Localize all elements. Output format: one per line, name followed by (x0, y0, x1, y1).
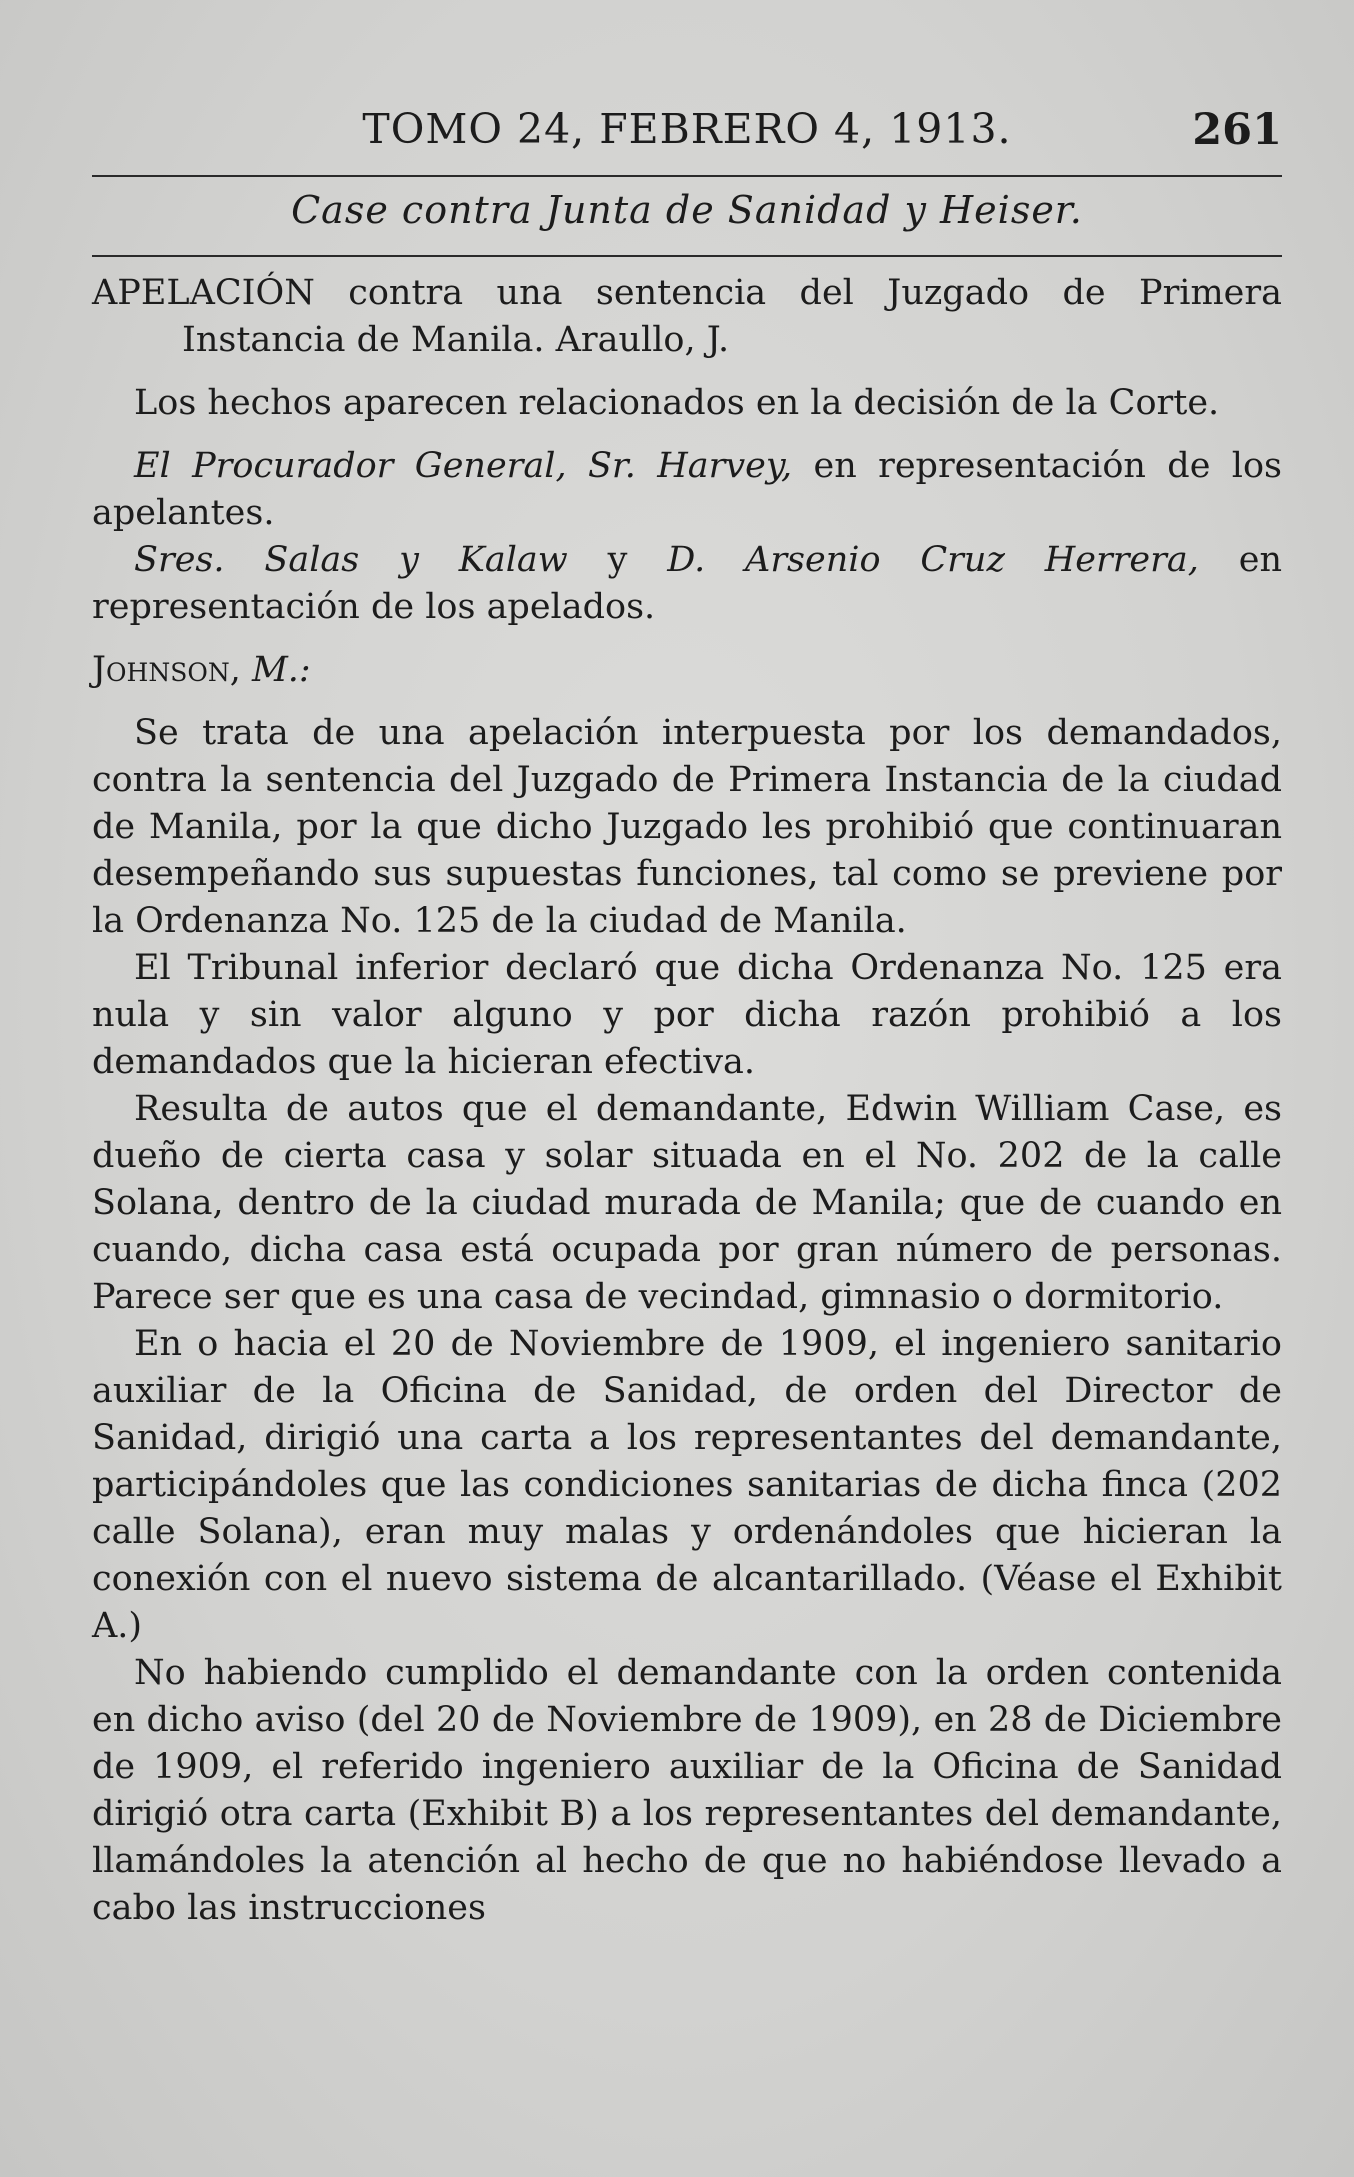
opinion-paragraph-5: No habiendo cumplido el demandante con la orden contenida en dicho aviso (del 20 de Noviembre de 1909), en 28 de Diciembre de 1909, el referido ingeniero auxiliar de la Oficina de Sanidad dirigió otra carta (Exhibit B) a los representantes del demandante, llamándoles la atención al hecho de que no habiéndose llevado a cabo las instrucciones (92, 1653, 1282, 1928)
body-text (92, 270, 1282, 1932)
appeal-lead: APELACIÓN (92, 273, 315, 313)
judge-line (92, 647, 1282, 694)
case-caption: Case contra Junta de Sanidad y Heiser. (291, 188, 1083, 232)
counsel-appellants-names: El Procurador General, Sr. Harvey, (134, 446, 793, 486)
opinion-paragraph-3: Resulta de autos que el demandante, Edwin William Case, es dueño de cierta casa y solar situada en el No. 202 de la calle Solana, dentro de la ciudad murada de Manila; que de cuando en cuando, dicha casa está ocupada por gran número de personas. Parece ser que es una casa de vecindad, gimnasio o dormitorio. (92, 1089, 1282, 1317)
counsel-appellants (92, 443, 1282, 537)
judge-name: Johnson, (92, 650, 241, 690)
opinion-paragraph-1: Se trata de una apelación interpuesta por los demandados, contra la sentencia del Juzgado de Primera Instancia de la ciudad de Manila, por la que dicho Juzgado les prohibió que continuaran desempeñando sus supuestas funciones, tal como se previene por la Ordenanza No. 125 de la ciudad de Manila. (92, 713, 1282, 941)
judge-title: M.: (240, 650, 311, 690)
counsel-appellees-text: en representación de los apelados. (92, 540, 1282, 627)
header-rule-bottom (92, 255, 1282, 257)
facts-paragraph: Los hechos aparecen relacionados en la decisión de la Corte. (134, 383, 1220, 423)
header-rule-top (92, 175, 1282, 177)
page-number: 261 (1192, 105, 1282, 155)
counsel-appellees-names-2: D. Arsenio Cruz Herrera, (667, 540, 1199, 580)
counsel-appellees (92, 537, 1282, 631)
appeal-paragraph (92, 270, 1282, 364)
opinion-paragraph-2: El Tribunal inferior declaró que dicha Ordenanza No. 125 era nula y sin valor alguno y por dicha razón prohibió a los demandados que la hicieran efectiva. (92, 948, 1282, 1082)
running-head: TOMO 24, FEBRERO 4, 1913. (362, 105, 1012, 153)
page-header (92, 105, 1282, 165)
opinion-paragraph-4: En o hacia el 20 de Noviembre de 1909, el ingeniero sanitario auxiliar de la Oficina de Sanidad, de orden del Director de Sanidad, dirigió una carta a los representantes del demandante, participándoles que las condiciones sanitarias de dicha finca (202 calle Solana), eran muy malas y ordenándoles que hicieran la conexión con el nuevo sistema de alcantarillado. (Véase el Exhibit A.) (92, 1324, 1282, 1646)
appeal-text: contra una sentencia del Juzgado de Primera Instancia de Manila. Araullo, J. (182, 273, 1282, 360)
counsel-appellees-names-1: Sres. Salas y Kalaw (134, 540, 568, 580)
counsel-appellants-text: en representación de los apelantes. (92, 446, 1282, 533)
counsel-appellees-conj: y (567, 540, 668, 580)
